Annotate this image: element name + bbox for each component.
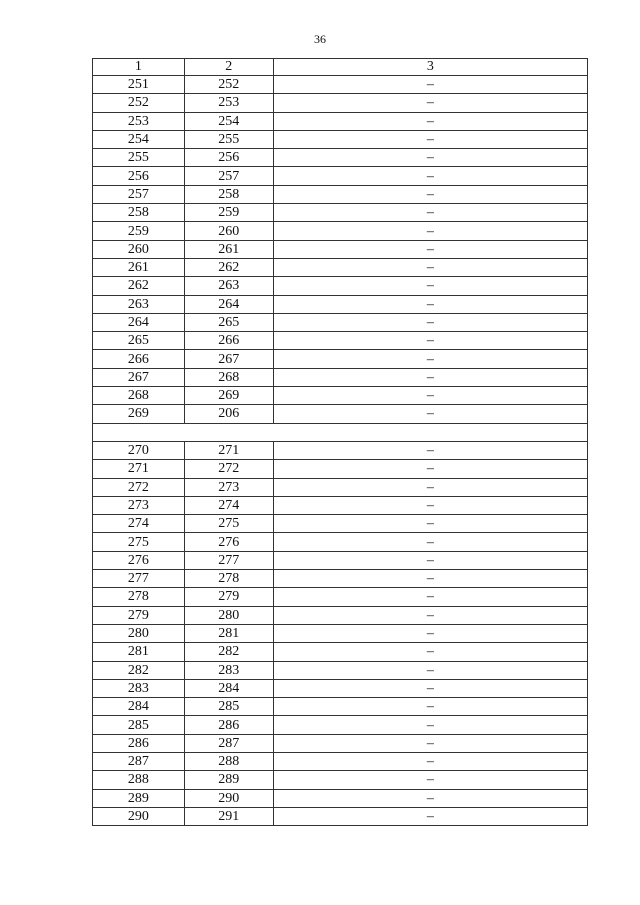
- table-cell: 257: [184, 167, 273, 185]
- table-row: [93, 460, 588, 478]
- table-cell: 277: [184, 551, 273, 569]
- table-cell: –: [273, 496, 587, 514]
- table-cell: 281: [184, 624, 273, 642]
- table-row: [93, 441, 588, 459]
- table-row: [93, 624, 588, 642]
- table-cell: 284: [184, 679, 273, 697]
- header-cell: 3: [273, 59, 587, 76]
- table-cell: 290: [93, 807, 185, 825]
- table-cell: 276: [93, 551, 185, 569]
- table-cell: –: [273, 551, 587, 569]
- table-cell: –: [273, 112, 587, 130]
- table-cell: –: [273, 167, 587, 185]
- table-cell: 270: [93, 441, 185, 459]
- table-cell: 261: [184, 240, 273, 258]
- table-cell: 264: [184, 295, 273, 313]
- table-cell: 268: [184, 368, 273, 386]
- table-cell: 269: [93, 405, 185, 423]
- table-cell: 254: [184, 112, 273, 130]
- table-cell: –: [273, 240, 587, 258]
- header-cell: 2: [184, 59, 273, 76]
- header-cell: 1: [93, 59, 185, 76]
- table-row: [93, 752, 588, 770]
- table-row: [93, 533, 588, 551]
- table-cell: 290: [184, 789, 273, 807]
- table-cell: 281: [93, 643, 185, 661]
- table-row: [93, 130, 588, 148]
- table-row: [93, 661, 588, 679]
- table-cell: –: [273, 716, 587, 734]
- table-cell: –: [273, 533, 587, 551]
- table-cell: 265: [184, 313, 273, 331]
- table-cell: 251: [93, 76, 185, 94]
- table-cell: 258: [184, 185, 273, 203]
- table-cell: 206: [184, 405, 273, 423]
- table-cell: –: [273, 350, 587, 368]
- data-table: [92, 58, 588, 826]
- table-row: [93, 679, 588, 697]
- table-row: [93, 167, 588, 185]
- table-cell: –: [273, 295, 587, 313]
- table-cell: 283: [93, 679, 185, 697]
- table-cell: –: [273, 332, 587, 350]
- separator-cell: [93, 423, 588, 441]
- table-cell: –: [273, 570, 587, 588]
- table-cell: –: [273, 478, 587, 496]
- table-row: [93, 588, 588, 606]
- table-row: [93, 515, 588, 533]
- table-cell: –: [273, 679, 587, 697]
- table-cell: –: [273, 771, 587, 789]
- table-row: [93, 570, 588, 588]
- table-cell: 259: [93, 222, 185, 240]
- table-cell: 267: [93, 368, 185, 386]
- table-row: [93, 332, 588, 350]
- table-cell: 278: [184, 570, 273, 588]
- table-row: [93, 204, 588, 222]
- table-cell: 271: [184, 441, 273, 459]
- table-cell: 278: [93, 588, 185, 606]
- table-cell: –: [273, 661, 587, 679]
- table-cell: 273: [184, 478, 273, 496]
- table-row: [93, 551, 588, 569]
- table-row: [93, 258, 588, 276]
- table-row: [93, 387, 588, 405]
- table-cell: 274: [184, 496, 273, 514]
- table-row: [93, 350, 588, 368]
- table-cell: 282: [93, 661, 185, 679]
- table-cell: –: [273, 277, 587, 295]
- table-cell: 255: [93, 149, 185, 167]
- table-cell: 286: [184, 716, 273, 734]
- table-row: [93, 698, 588, 716]
- table-cell: 274: [93, 515, 185, 533]
- table-cell: 282: [184, 643, 273, 661]
- table-cell: –: [273, 588, 587, 606]
- table-cell: –: [273, 387, 587, 405]
- table-cell: –: [273, 405, 587, 423]
- table-row: [93, 606, 588, 624]
- table-cell: 280: [93, 624, 185, 642]
- table-cell: 268: [93, 387, 185, 405]
- table-cell: 253: [184, 94, 273, 112]
- table-row: [93, 716, 588, 734]
- table-cell: 260: [93, 240, 185, 258]
- table-cell: 287: [93, 752, 185, 770]
- table-row: [93, 643, 588, 661]
- table-row: [93, 771, 588, 789]
- table-cell: –: [273, 368, 587, 386]
- table-cell: –: [273, 515, 587, 533]
- table-row: [93, 222, 588, 240]
- table-row: [93, 313, 588, 331]
- table-cell: 256: [184, 149, 273, 167]
- table-cell: 256: [93, 167, 185, 185]
- header-row: [93, 59, 588, 76]
- table-cell: 267: [184, 350, 273, 368]
- table-cell: 287: [184, 734, 273, 752]
- table-cell: 285: [184, 698, 273, 716]
- table-row: [93, 789, 588, 807]
- table-cell: 264: [93, 313, 185, 331]
- table-cell: 266: [184, 332, 273, 350]
- table-cell: 284: [93, 698, 185, 716]
- table-cell: 260: [184, 222, 273, 240]
- table-cell: –: [273, 258, 587, 276]
- table-cell: –: [273, 204, 587, 222]
- table-cell: 276: [184, 533, 273, 551]
- table-cell: –: [273, 76, 587, 94]
- group-separator-row: [93, 423, 588, 441]
- table-row: [93, 496, 588, 514]
- table-cell: –: [273, 643, 587, 661]
- table-cell: 288: [93, 771, 185, 789]
- table-cell: 277: [93, 570, 185, 588]
- table-row: [93, 149, 588, 167]
- table-cell: 289: [184, 771, 273, 789]
- table-cell: –: [273, 606, 587, 624]
- table-cell: 266: [93, 350, 185, 368]
- table-cell: –: [273, 752, 587, 770]
- table-cell: –: [273, 624, 587, 642]
- table-cell: 253: [93, 112, 185, 130]
- table-row: [93, 94, 588, 112]
- table-cell: 272: [93, 478, 185, 496]
- table-cell: 269: [184, 387, 273, 405]
- table-cell: 288: [184, 752, 273, 770]
- table-cell: 258: [93, 204, 185, 222]
- table-cell: 275: [93, 533, 185, 551]
- table-cell: 273: [93, 496, 185, 514]
- table-cell: –: [273, 149, 587, 167]
- table-cell: 252: [184, 76, 273, 94]
- page-number: 36: [314, 32, 326, 46]
- table-row: [93, 368, 588, 386]
- table-cell: 252: [93, 94, 185, 112]
- table-cell: 271: [93, 460, 185, 478]
- table-cell: –: [273, 222, 587, 240]
- table-row: [93, 112, 588, 130]
- table-cell: 272: [184, 460, 273, 478]
- table-cell: 262: [93, 277, 185, 295]
- table-cell: –: [273, 441, 587, 459]
- table-cell: 254: [93, 130, 185, 148]
- table-cell: –: [273, 734, 587, 752]
- table-cell: –: [273, 460, 587, 478]
- table-row: [93, 185, 588, 203]
- table-cell: 285: [93, 716, 185, 734]
- table-row: [93, 295, 588, 313]
- table-cell: 261: [93, 258, 185, 276]
- table-cell: 283: [184, 661, 273, 679]
- table-cell: –: [273, 94, 587, 112]
- table-cell: –: [273, 789, 587, 807]
- table-cell: –: [273, 698, 587, 716]
- table-cell: 262: [184, 258, 273, 276]
- table-cell: –: [273, 185, 587, 203]
- table-cell: 280: [184, 606, 273, 624]
- table-cell: 289: [93, 789, 185, 807]
- table-row: [93, 807, 588, 825]
- table-cell: 263: [93, 295, 185, 313]
- table-cell: 259: [184, 204, 273, 222]
- table-cell: 263: [184, 277, 273, 295]
- table-row: [93, 240, 588, 258]
- table-row: [93, 405, 588, 423]
- table-cell: 265: [93, 332, 185, 350]
- table-row: [93, 277, 588, 295]
- table-cell: –: [273, 130, 587, 148]
- table-cell: 291: [184, 807, 273, 825]
- table-cell: –: [273, 807, 587, 825]
- table-cell: 275: [184, 515, 273, 533]
- table-cell: 255: [184, 130, 273, 148]
- table-cell: 286: [93, 734, 185, 752]
- table-cell: 279: [93, 606, 185, 624]
- table-cell: 257: [93, 185, 185, 203]
- table-cell: –: [273, 313, 587, 331]
- table-row: [93, 76, 588, 94]
- table-row: [93, 734, 588, 752]
- table-cell: 279: [184, 588, 273, 606]
- table-row: [93, 478, 588, 496]
